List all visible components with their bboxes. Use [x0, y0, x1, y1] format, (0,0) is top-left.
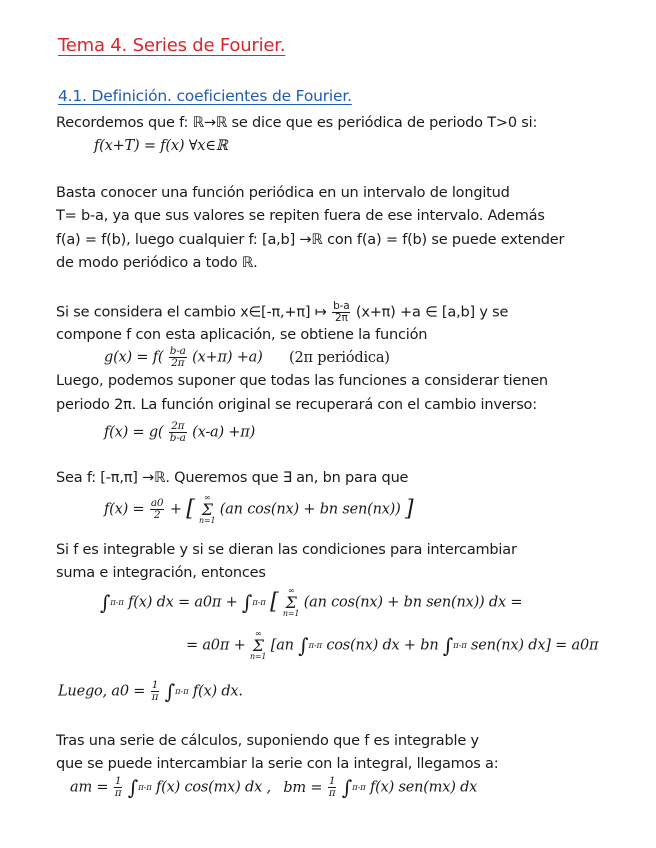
- equation-a0: [58, 680, 243, 703]
- text-span: Si se considera el cambio x∈[-π,+π] ↦: [56, 304, 327, 321]
- limit-lower: -π: [357, 782, 366, 793]
- integral-icon: ∫: [298, 633, 309, 658]
- integral-icon: ∫: [127, 775, 139, 800]
- equation-g: [104, 346, 390, 369]
- sum-upper: ∞: [287, 586, 295, 595]
- equation-part: am =: [70, 779, 109, 796]
- text-line: periodo 2π. La función original se recuperará con el cambio inverso:: [56, 397, 537, 413]
- text-span: (x+π) +a ∈ [a,b] y se: [355, 304, 509, 321]
- text-line: Basta conocer una función periódica en un intervalo de longitud: [56, 185, 510, 201]
- integral-limits: [138, 784, 151, 792]
- equation-part: (x-a) +π): [192, 424, 256, 441]
- section-heading: 4.1. Definición. coeficientes de Fourier.: [58, 87, 352, 105]
- integral-icon: ∫: [164, 679, 175, 704]
- limit-upper: π: [110, 597, 116, 608]
- sum-lower: n=1: [199, 516, 216, 525]
- equation-part: [an: [270, 637, 294, 654]
- page-title: Tema 4. Series de Fourier.: [58, 35, 286, 56]
- fraction-numerator: b-a: [169, 345, 186, 357]
- limit-upper: π: [138, 782, 144, 793]
- integral-limits: [308, 642, 321, 650]
- integral-icon: ∫: [100, 590, 111, 615]
- equation-part: (x+π) +a): [192, 349, 263, 366]
- integral-icon: ∫: [241, 590, 253, 615]
- sigma-icon: Σ: [201, 500, 213, 519]
- sum-upper: ∞: [254, 629, 262, 638]
- fraction-denominator: π: [114, 787, 122, 799]
- integral-limits: [352, 784, 365, 792]
- text-line: Luego, podemos suponer que todas las funciones a considerar tienen: [56, 373, 548, 389]
- limit-upper: π: [308, 640, 314, 651]
- bracket-close: ]: [405, 496, 414, 522]
- equation-fourier-series: [104, 494, 413, 525]
- fraction-numerator: b-a: [333, 300, 350, 312]
- text-line: f(a) = f(b), luego cualquier f: [a,b] →ℝ con f(a) = f(b) se puede extender: [56, 232, 565, 248]
- sigma-icon: Σ: [285, 593, 297, 612]
- equation-part: (an cos(nx) + bn sen(nx)): [219, 501, 401, 518]
- fraction-denominator: 2π: [171, 357, 185, 369]
- text-line: compone f con esta aplicación, se obtiene la función: [56, 327, 428, 343]
- sigma-icon: Σ: [252, 636, 264, 655]
- summation-symbol: [283, 587, 299, 618]
- limit-upper: π: [453, 640, 459, 651]
- integral-limits: [252, 599, 265, 607]
- integral-limits: [453, 642, 466, 650]
- equation-part: f(x) =: [104, 501, 145, 518]
- integral-limits: [110, 599, 123, 607]
- limit-lower: -π: [115, 597, 124, 608]
- text-line: de modo periódico a todo ℝ.: [56, 255, 258, 271]
- equation-part: f(x) = g(: [104, 424, 164, 441]
- equation-part: = a0π +: [186, 637, 246, 654]
- fraction-numerator: 1: [328, 775, 336, 787]
- sum-lower: n=1: [282, 609, 300, 618]
- fraction: [169, 421, 187, 444]
- limit-upper: π: [175, 686, 181, 697]
- equation-part: +: [169, 501, 182, 518]
- sum-lower: n=1: [249, 652, 267, 661]
- fraction: [328, 776, 337, 799]
- limit-lower: -π: [143, 782, 152, 793]
- fraction: [332, 301, 350, 324]
- text-line: T= b-a, ya que sus valores se repiten fuera de ese intervalo. Además: [56, 208, 545, 224]
- equation-part: sen(nx) dx] = a0π: [471, 637, 599, 654]
- equation-part: f(x) dx.: [192, 683, 243, 700]
- sum-upper: ∞: [203, 493, 211, 502]
- bracket-open: [: [270, 589, 279, 615]
- equation-integral-2: [186, 630, 598, 661]
- text-line: Si f es integrable y si se dieran las condiciones para intercambiar: [56, 542, 517, 558]
- text-line: Recordemos que f: ℝ→ℝ se dice que es periódica de periodo T>0 si:: [56, 115, 538, 131]
- limit-lower: -π: [313, 640, 322, 651]
- limit-upper: π: [252, 597, 258, 608]
- equation-note: (2π periódica): [289, 349, 390, 366]
- text-line: Tras una serie de cálculos, suponiendo que f es integrable y: [56, 733, 479, 749]
- fraction-denominator: π: [328, 787, 336, 799]
- text-line: que se puede intercambiar la serie con la integral, llegamos a:: [56, 756, 499, 772]
- equation-part: g(x) = f(: [104, 349, 164, 366]
- text-line: suma e integración, entonces: [56, 565, 266, 581]
- limit-lower: -π: [257, 597, 266, 608]
- fraction-numerator: 2π: [169, 421, 187, 433]
- fraction-numerator: a0: [150, 497, 164, 509]
- fraction: [169, 346, 187, 369]
- equation-integral-1: [100, 587, 522, 618]
- limit-upper: π: [352, 782, 358, 793]
- fraction-denominator: 2π: [334, 312, 348, 324]
- equation-part: f(x) sen(mx) dx: [369, 779, 478, 796]
- equation-periodic: f(x+T) = f(x) ∀x∈ℝ: [94, 138, 228, 154]
- limit-lower: -π: [458, 640, 467, 651]
- text-line: [56, 301, 508, 324]
- text-line: Sea f: [-π,π] →ℝ. Queremos que ∃ an, bn para que: [56, 470, 409, 486]
- equation-part: f(x) dx = a0π +: [128, 594, 238, 611]
- equation-part: (an cos(nx) + bn sen(nx)) dx =: [303, 594, 523, 611]
- summation-symbol: [250, 630, 266, 661]
- integral-icon: ∫: [442, 633, 454, 658]
- limit-lower: -π: [180, 686, 189, 697]
- fraction-denominator: 2: [153, 509, 161, 521]
- fraction-denominator: b-a: [169, 432, 186, 444]
- fraction: [151, 680, 160, 703]
- integral-icon: ∫: [341, 775, 353, 800]
- fraction: [150, 498, 165, 521]
- equation-part: bm =: [283, 779, 323, 796]
- equation-part: Luego, a0 =: [58, 683, 146, 700]
- fraction-denominator: π: [151, 691, 159, 703]
- equation-part: f(x) cos(mx) dx ,: [156, 779, 271, 796]
- equation-part: cos(nx) dx + bn: [326, 637, 439, 654]
- fraction-numerator: 1: [151, 679, 159, 691]
- bracket-open: [: [186, 496, 195, 522]
- integral-limits: [175, 688, 188, 696]
- fraction-numerator: 1: [114, 775, 122, 787]
- equation-inverse: [104, 421, 255, 444]
- summation-symbol: [199, 494, 215, 525]
- fraction: [114, 776, 123, 799]
- equation-coefficients: [70, 776, 477, 799]
